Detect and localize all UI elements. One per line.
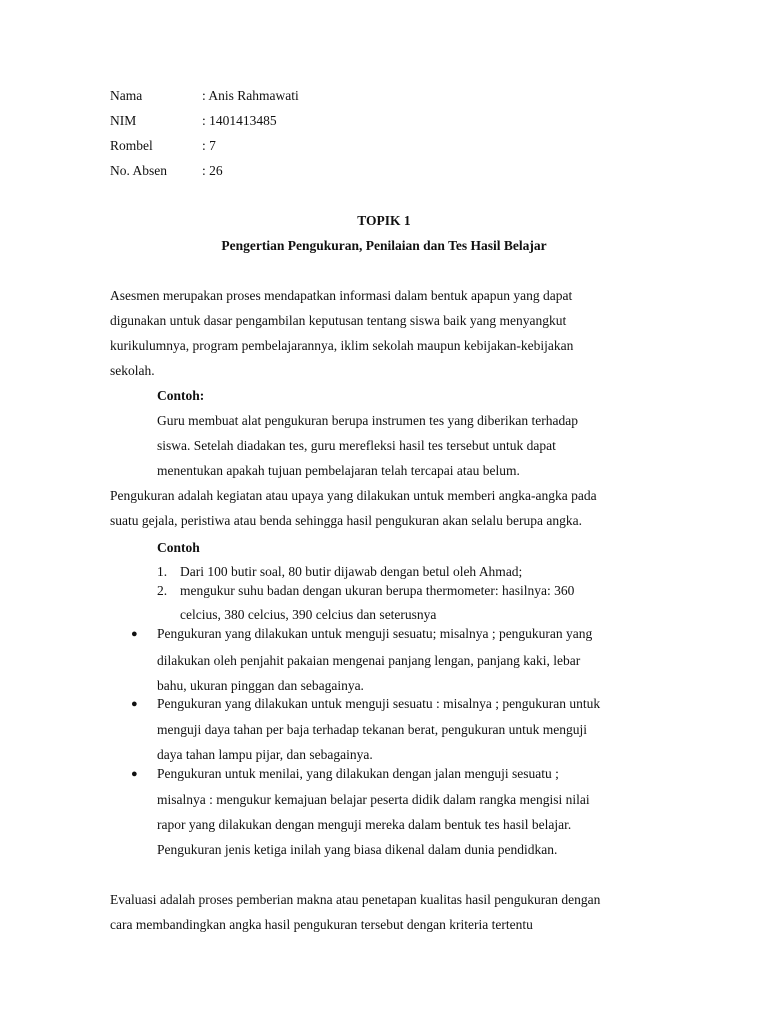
- list-item: celcius, 380 celcius, 390 celcius dan seterusnya: [180, 607, 437, 622]
- list-item: Pengukuran jenis ketiga inilah yang biasa dikenal dalam dunia pendidkan.: [157, 842, 558, 857]
- identity-value: : 26: [202, 163, 223, 178]
- paragraph-line: suatu gejala, peristiwa atau benda sehingga hasil pengukuran akan selalu berupa angka.: [110, 513, 582, 528]
- paragraph-line: kurikulumnya, program pembelajarannya, iklim sekolah maupun kebijakan-kebijakan: [110, 338, 574, 353]
- identity-label: Rombel: [110, 138, 153, 153]
- list-item: dilakukan oleh penjahit pakaian mengenai panjang lengan, panjang kaki, lebar: [157, 653, 581, 668]
- bullet-icon: ●: [131, 628, 138, 640]
- paragraph-line: sekolah.: [110, 363, 155, 378]
- example-line: siswa. Setelah diadakan tes, guru merefleksi hasil tes tersebut untuk dapat: [157, 438, 556, 453]
- paragraph-line: digunakan untuk dasar pengambilan keputusan tentang siswa baik yang menyangkut: [110, 313, 567, 328]
- list-item: misalnya : mengukur kemajuan belajar peserta didik dalam rangka mengisi nilai: [157, 792, 590, 807]
- list-item: menguji daya tahan per baja terhadap tekanan berat, pengukuran untuk menguji: [157, 722, 587, 737]
- list-number: 1.: [157, 564, 168, 579]
- list-item: Pengukuran yang dilakukan untuk menguji sesuatu; misalnya ; pengukuran yang: [157, 626, 593, 641]
- list-item: daya tahan lampu pijar, dan sebagainya.: [157, 747, 373, 762]
- bullet-icon: ●: [131, 698, 138, 710]
- identity-label: NIM: [110, 113, 137, 128]
- example-label: Contoh:: [157, 388, 205, 403]
- identity-value: : 1401413485: [202, 113, 277, 128]
- paragraph-line: Pengukuran adalah kegiatan atau upaya yang dilakukan untuk memberi angka-angka pada: [110, 488, 597, 503]
- identity-label: No. Absen: [110, 163, 167, 178]
- identity-value: : 7: [202, 138, 216, 153]
- list-number: 2.: [157, 583, 168, 598]
- list-item: mengukur suhu badan dengan ukuran berupa thermometer: hasilnya: 360: [180, 583, 575, 598]
- list-item: bahu, ukuran pinggan dan sebagainya.: [157, 678, 364, 693]
- paragraph-line: cara membandingkan angka hasil pengukuran tersebut dengan kriteria tertentu: [110, 917, 533, 932]
- list-item: rapor yang dilakukan dengan menguji mereka dalam bentuk tes hasil belajar.: [157, 817, 572, 832]
- topic-heading: TOPIK 1: [357, 213, 411, 228]
- list-item: Dari 100 butir soal, 80 butir dijawab dengan betul oleh Ahmad;: [180, 564, 523, 579]
- paragraph-line: Evaluasi adalah proses pemberian makna atau penetapan kualitas hasil pengukuran dengan: [110, 892, 601, 907]
- example-line: Guru membuat alat pengukuran berupa instrumen tes yang diberikan terhadap: [157, 413, 578, 428]
- document-title: Pengertian Pengukuran, Penilaian dan Tes Hasil Belajar: [221, 238, 547, 253]
- paragraph-line: Asesmen merupakan proses mendapatkan informasi dalam bentuk apapun yang dapat: [110, 288, 573, 303]
- identity-label: Nama: [110, 88, 143, 103]
- example-line: menentukan apakah tujuan pembelajaran telah tercapai atau belum.: [157, 463, 520, 478]
- identity-value: : Anis Rahmawati: [202, 88, 299, 103]
- bullet-icon: ●: [131, 768, 138, 780]
- example-label: Contoh: [157, 540, 200, 555]
- list-item: Pengukuran yang dilakukan untuk menguji sesuatu : misalnya ; pengukuran untuk: [157, 696, 601, 711]
- list-item: Pengukuran untuk menilai, yang dilakukan dengan jalan menguji sesuatu ;: [157, 766, 559, 781]
